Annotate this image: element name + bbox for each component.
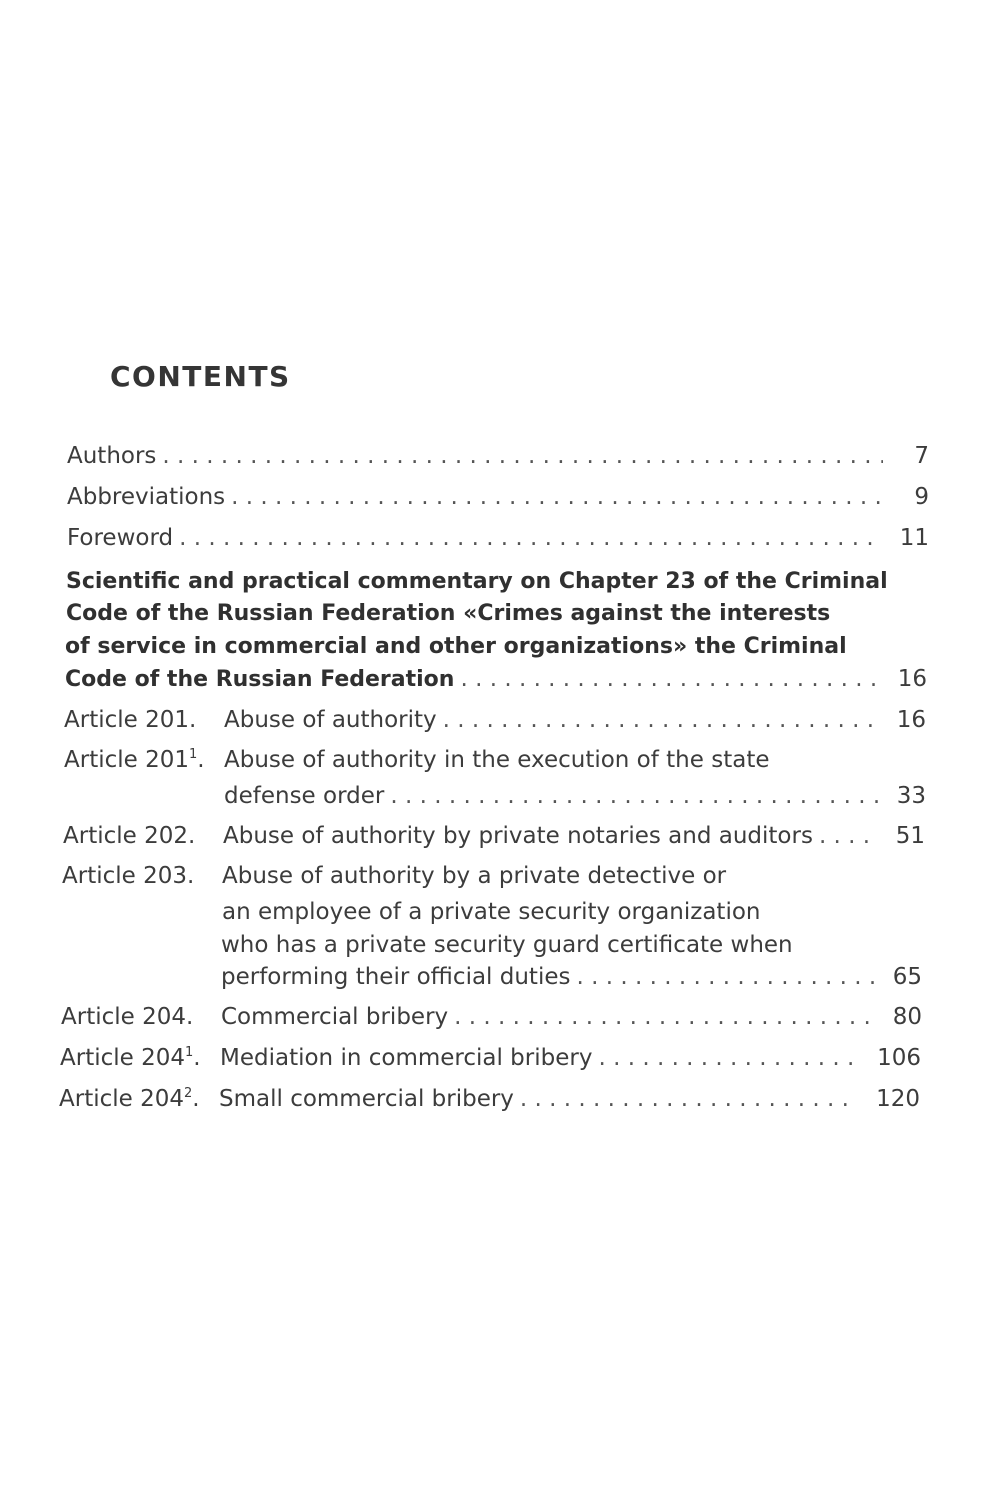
leader-dots bbox=[576, 961, 876, 993]
leader-dots bbox=[179, 522, 883, 554]
toc-page-number: 16 bbox=[897, 666, 927, 692]
toc-entry-authors bbox=[67, 440, 929, 472]
toc-page-number: 106 bbox=[877, 1045, 921, 1071]
toc-page-number: 80 bbox=[892, 1004, 922, 1030]
toc-entry-article-204-1 bbox=[60, 1042, 921, 1074]
article-label: Article $201^1$. bbox=[64, 747, 205, 773]
leader-dots bbox=[231, 481, 883, 513]
toc-entry-article-203 bbox=[62, 860, 924, 892]
toc-entry-title: Small commercial bribery bbox=[219, 1086, 514, 1112]
toc-entry-title: Foreword bbox=[67, 525, 174, 551]
toc-entry-title: Abbreviations bbox=[67, 484, 226, 510]
toc-entry-title: Abuse of authority bbox=[224, 707, 437, 733]
toc-entry-article-204 bbox=[61, 1001, 922, 1033]
toc-page-number: 65 bbox=[892, 964, 922, 990]
toc-page-number: 51 bbox=[895, 823, 925, 849]
toc-entry-title-line-4: performing their official duties bbox=[221, 964, 571, 990]
toc-entry-title: Authors bbox=[67, 443, 157, 469]
toc-entry-title-line-2: defense order bbox=[224, 783, 385, 809]
toc-page-number: 33 bbox=[896, 783, 926, 809]
toc-page-number: 16 bbox=[896, 707, 926, 733]
article-label: Article 202. bbox=[63, 823, 196, 849]
toc-page-number: 7 bbox=[914, 443, 929, 469]
toc-entry-title: Abuse of authority by private notaries and auditors bbox=[223, 823, 813, 849]
article-label: Article $204^2$. bbox=[59, 1086, 200, 1112]
toc-commentary-line-3: of service in commercial and other organizations» the Criminal bbox=[65, 634, 847, 659]
page-title: CONTENTS bbox=[110, 360, 291, 393]
toc-page-number: 120 bbox=[876, 1086, 920, 1112]
article-label: Article 204. bbox=[61, 1004, 194, 1030]
toc-entry-title: Mediation in commercial bribery bbox=[220, 1045, 593, 1071]
leader-dots bbox=[443, 704, 880, 736]
toc-page-number: 11 bbox=[899, 525, 929, 551]
leader-dots bbox=[819, 820, 879, 852]
toc-commentary-line-4: Code of the Russian Federation bbox=[65, 667, 455, 692]
toc-commentary-line-2: Code of the Russian Federation «Crimes against the interests bbox=[66, 601, 831, 626]
toc-entry-commentary bbox=[65, 663, 927, 696]
toc-entry-article-201-1-cont bbox=[224, 780, 926, 812]
toc-entry-foreword bbox=[67, 522, 929, 554]
leader-dots bbox=[390, 780, 880, 812]
leader-dots bbox=[520, 1083, 856, 1115]
article-superscript: 1 bbox=[189, 747, 198, 762]
toc-entry-article-203-cont bbox=[221, 961, 922, 993]
toc-entry-title-line-1: Abuse of authority in the execution of the state bbox=[224, 747, 770, 773]
article-superscript: 1 bbox=[185, 1045, 194, 1060]
toc-entry-title: Commercial bribery bbox=[221, 1004, 449, 1030]
article-label: Article 201. bbox=[64, 707, 197, 733]
leader-dots bbox=[598, 1042, 857, 1074]
leader-dots bbox=[162, 440, 883, 472]
article-label: Article $204^1$. bbox=[60, 1045, 201, 1071]
article-superscript: 2 bbox=[184, 1086, 193, 1101]
toc-entry-title-line-3: who has a private security guard certificate when bbox=[221, 932, 793, 958]
toc-entry-title-line-1: Abuse of authority by a private detective or bbox=[222, 863, 727, 889]
toc-entry-article-201 bbox=[64, 704, 926, 736]
toc-entry-title-line-2: an employee of a private security organization bbox=[222, 899, 761, 925]
toc-commentary-line-1: Scientific and practical commentary on Chapter 23 of the Criminal bbox=[66, 569, 888, 594]
toc-entry-article-202 bbox=[63, 820, 925, 852]
toc-entry-abbreviations bbox=[67, 481, 929, 513]
leader-dots bbox=[454, 1001, 876, 1033]
leader-dots bbox=[460, 663, 881, 695]
toc-page-number: 9 bbox=[914, 484, 929, 510]
toc-entry-article-201-1 bbox=[64, 744, 926, 776]
toc-entry-article-204-2 bbox=[59, 1083, 920, 1115]
article-label: Article 203. bbox=[62, 863, 195, 889]
